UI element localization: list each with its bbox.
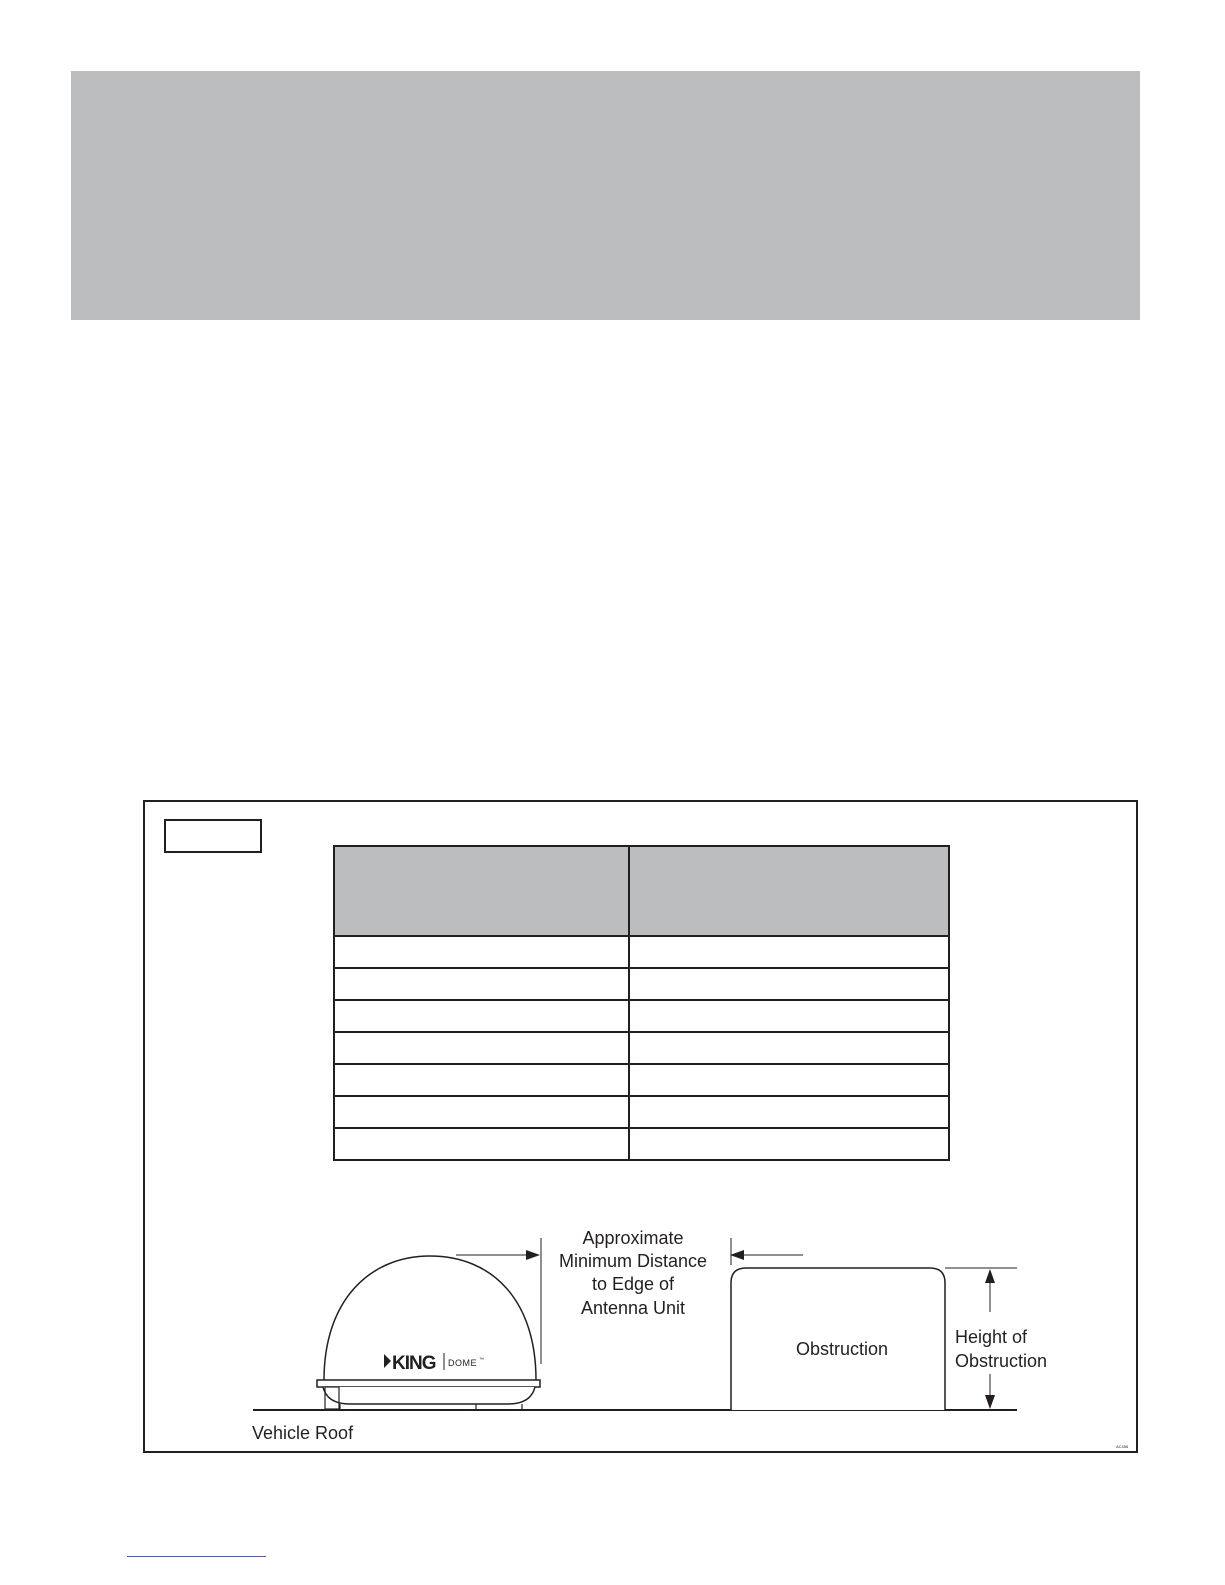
logo-trademark: ™: [479, 1357, 484, 1363]
vehicle-roof-label: Vehicle Roof: [252, 1423, 354, 1443]
logo-brand: KING: [392, 1353, 436, 1374]
height-label-line: Height of: [955, 1327, 1028, 1347]
distance-label-line: Approximate: [582, 1228, 684, 1248]
height-label-line: Obstruction: [955, 1351, 1048, 1371]
footer-link-underline[interactable]: [127, 1556, 266, 1557]
distance-label-line: to Edge of: [591, 1274, 675, 1294]
distance-label-line: Minimum Distance: [558, 1251, 708, 1271]
distance-label: [559, 1228, 707, 1318]
antenna-dome: [317, 1256, 540, 1410]
logo-product: DOME: [448, 1358, 477, 1368]
height-label: [955, 1327, 1047, 1371]
distance-label-line: Antenna Unit: [580, 1298, 686, 1318]
figure-corner-code: AC456: [1116, 1444, 1129, 1449]
obstruction-label: Obstruction: [795, 1339, 889, 1359]
